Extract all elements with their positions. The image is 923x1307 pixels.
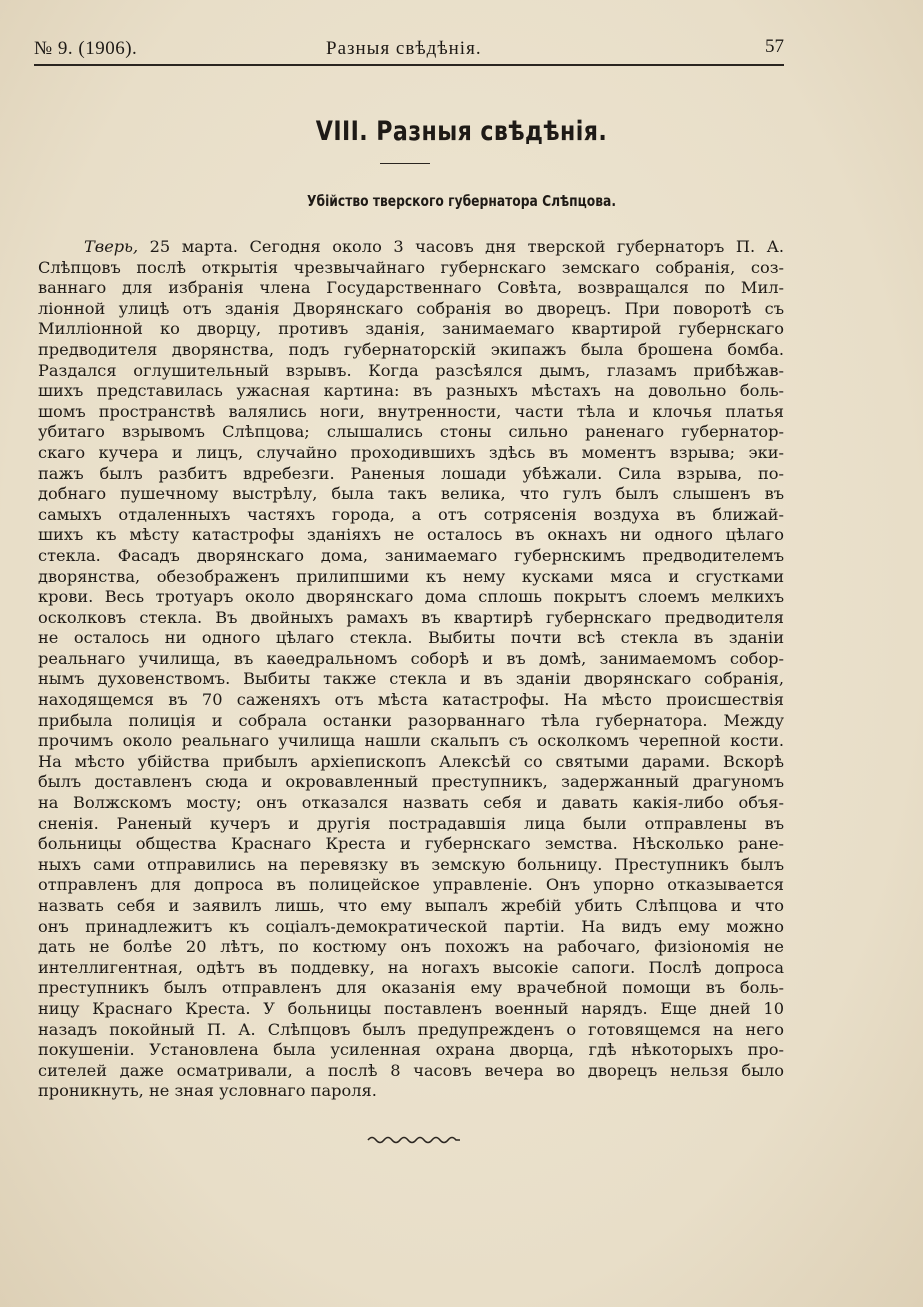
article-line: сителей даже осматривали, а послѣ 8 часовъ вечера во дворецъ нельзя было bbox=[38, 1060, 784, 1080]
title-divider bbox=[380, 163, 430, 164]
article-line: преступникъ былъ отправленъ для оказанія ему врачебной помощи въ боль- bbox=[38, 978, 784, 998]
article-line: добнаго пушечному выстрѣлу, была такъ велика, что гулъ былъ слышенъ въ bbox=[38, 484, 784, 504]
article-line: ницу Краснаго Креста. У больницы поставленъ военный нарядъ. Еще дней 10 bbox=[38, 998, 784, 1018]
article-line: сненія. Раненый кучеръ и другія пострадавшія лица были отправлены въ bbox=[38, 813, 784, 833]
article-line: шихъ представилась ужасная картина: въ разныхъ мѣстахъ на довольно боль- bbox=[38, 381, 784, 401]
article-line: назвать себя и заявилъ лишь, что ему выпалъ жребій убить Слѣпцова и что bbox=[38, 896, 784, 915]
article-line: На мѣсто убійства прибылъ архіепископъ Алексѣй со святыми дарами. Вскорѣ bbox=[38, 751, 784, 771]
article-line: интеллигентная, одѣтъ въ поддевку, на ногахъ высокіе сапоги. Послѣ допроса bbox=[38, 957, 784, 977]
dateline-place: Тверь, bbox=[84, 237, 139, 256]
issue-number: № 9. (1906). bbox=[34, 38, 138, 59]
article-line: ваннаго для избранія члена Государственнаго Совѣта, возвращался по Мил- bbox=[38, 278, 784, 298]
article-line: покушеніи. Установлена была усиленная охрана дворца, гдѣ нѣкоторыхъ про- bbox=[38, 1040, 784, 1060]
article-line: находящемся въ 70 саженяхъ отъ мѣста катастрофы. На мѣсто происшествія bbox=[38, 690, 784, 710]
page-number: 57 bbox=[765, 36, 784, 57]
running-head bbox=[34, 38, 784, 66]
article-line: Милліонной ко дворцу, противъ зданія, занимаемаго квартирой губернскаго bbox=[38, 319, 784, 339]
article-line: Слѣпцовъ послѣ открытія чрезвычайнаго губернскаго земскаго собранія, соз- bbox=[38, 257, 784, 277]
ornament-swash bbox=[368, 1138, 460, 1143]
article-line: былъ доставленъ сюда и окровавленный преступникъ, задержанный драгуномъ bbox=[38, 772, 784, 792]
article-line: онъ принадлежитъ къ соціалъ-демократической партіи. На видъ ему можно bbox=[38, 916, 784, 936]
article-line: не осталось ни одного цѣлаго стекла. Выбиты почти всѣ стекла въ зданіи bbox=[38, 628, 784, 648]
header-rule bbox=[34, 64, 784, 66]
article-title: Убійство тверского губернатора Слѣпцова. bbox=[306, 192, 617, 210]
article-line-text: 25 марта. Сегодня около 3 часовъ дня тверской губернаторъ П. А. bbox=[138, 237, 784, 256]
article-line: ліонной улицѣ отъ зданія Дворянскаго собранія во дворецъ. При поворотѣ съ bbox=[38, 298, 784, 318]
article-line: отправленъ для допроса въ полицейское управленіе. Онъ упорно отказывается bbox=[38, 875, 784, 895]
section-title: VIII. Разныя свѣдѣнія. bbox=[315, 116, 608, 147]
article-line: самыхъ отдаленныхъ частяхъ города, а отъ сотрясенія воздуха въ ближай- bbox=[38, 504, 784, 524]
article-line: шихъ къ мѣсту катастрофы зданіяхъ не осталось въ окнахъ ни одного цѣлаго bbox=[38, 525, 784, 545]
article-line: прочимъ около реальнаго училища нашли скальпъ съ осколкомъ черепной кости. bbox=[38, 731, 784, 751]
closing-ornament bbox=[366, 1132, 462, 1146]
article-line: прибыла полиція и собрала останки разорваннаго тѣла губернатора. Между bbox=[38, 710, 784, 730]
article-line: убитаго взрывомъ Слѣпцова; слышались стоны сильно раненаго губернатор- bbox=[38, 422, 784, 442]
article-line: осколковъ стекла. Въ двойныхъ рамахъ въ квартирѣ губернскаго предводителя bbox=[38, 607, 784, 627]
article-line: проникнуть, не зная условнаго пароля. bbox=[38, 1081, 377, 1101]
article-line: реальнаго училища, въ каѳедральномъ соборѣ и въ домѣ, занимаемомъ собор- bbox=[38, 648, 784, 668]
article-line: крови. Весь тротуаръ около дворянскаго дома сплошь покрытъ слоемъ мелкихъ bbox=[38, 587, 784, 607]
article-line: Раздался оглушительный взрывъ. Когда разсѣялся дымъ, глазамъ прибѣжав- bbox=[38, 360, 784, 380]
article-line: шомъ пространствѣ валялись ноги, внутренности, части тѣла и клочья платья bbox=[38, 401, 784, 421]
article-line: на Волжскомъ мосту; онъ отказался назвать себя и давать какія-либо объя- bbox=[38, 793, 784, 813]
article-line: назадъ покойный П. А. Слѣпцовъ былъ предупрежденъ о готовящемся на него bbox=[38, 1019, 784, 1039]
article-line bbox=[38, 237, 784, 258]
article-line: больницы общества Краснаго Креста и губернскаго земства. Нѣсколько ране- bbox=[38, 834, 784, 854]
article-line: ныхъ сами отправились на перевязку въ земскую больницу. Преступникъ былъ bbox=[38, 854, 784, 874]
article-line: предводителя дворянства, подъ губернаторскій экипажъ была брошена бомба. bbox=[38, 339, 784, 359]
article-line: дворянства, обезображенъ прилипшими къ нему кусками мяса и сгустками bbox=[38, 566, 784, 586]
article-line: скаго кучера и лицъ, случайно проходившихъ здѣсь въ моментъ взрыва; эки- bbox=[38, 442, 784, 462]
running-section-title: Разныя свѣдѣнія. bbox=[326, 38, 482, 59]
article-line: пажъ былъ разбитъ вдребезги. Раненыя лошади убѣжали. Сила взрыва, по- bbox=[38, 463, 784, 483]
article-line: стекла. Фасадъ дворянскаго дома, занимаемаго губернскимъ предводителемъ bbox=[38, 545, 784, 565]
article-line: дать не болѣе 20 лѣтъ, по костюму онъ похожъ на рабочаго, физіономія не bbox=[38, 937, 784, 957]
article-line: нымъ духовенствомъ. Выбиты также стекла и въ зданіи дворянскаго собранія, bbox=[38, 669, 784, 689]
article-body bbox=[38, 237, 784, 1102]
